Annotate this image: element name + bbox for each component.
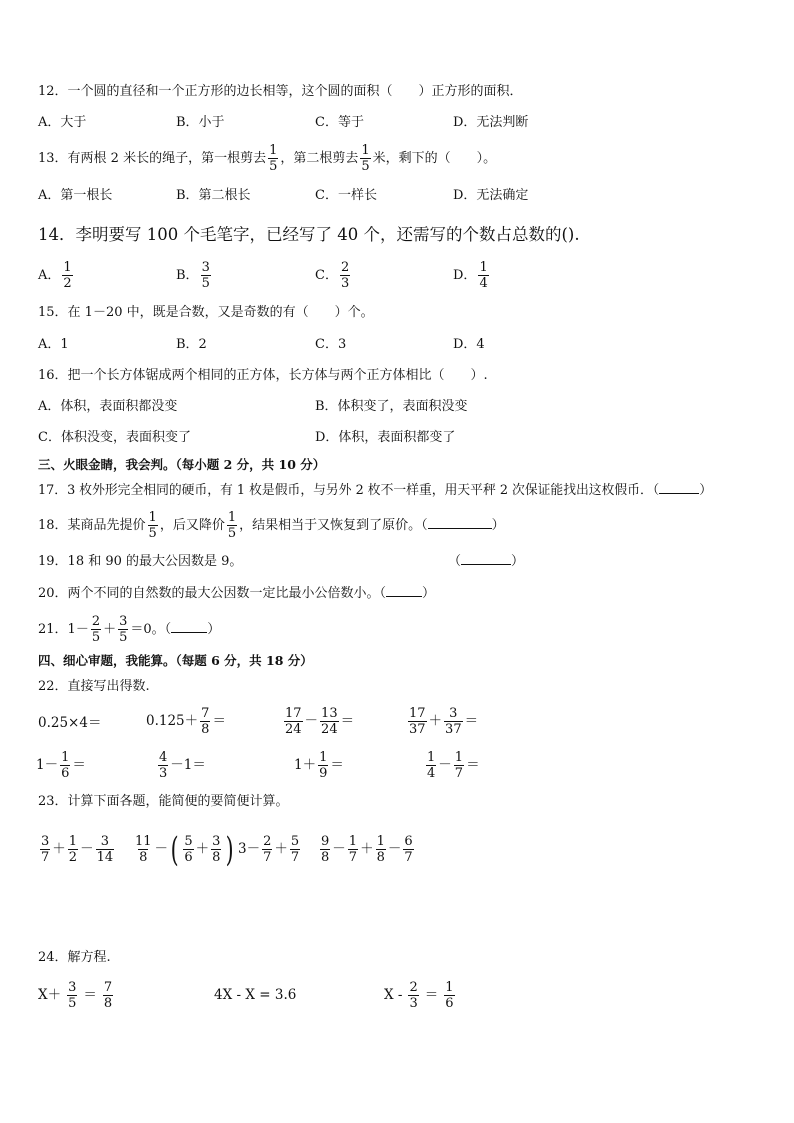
question-14: 14．李明要写 100 个毛笔字，已经写了 40 个，还需写的个数占总数的(). (38, 225, 580, 244)
question-21: 21．1－ $\frac{2}{5}$ ＋ $\frac{3}{5}$ ＝0。（ ） (38, 614, 221, 645)
q12-option-b: B．小于 (176, 115, 225, 130)
q14-option-d: D． $\frac{1}{4}$ (453, 260, 488, 291)
q24-equation-1: X＋ $\frac{3}{5}$ ＝ $\frac{7}{8}$ (38, 980, 113, 1011)
q14-option-b: B． $\frac{3}{5}$ (176, 260, 210, 291)
q15-option-a: A．1 (38, 337, 69, 352)
q13-option-a: A．第一根长 (38, 188, 113, 203)
q20-answer-blank[interactable] (386, 596, 422, 597)
question-13 (38, 142, 496, 176)
question-23: 23．计算下面各题，能简便的要简便计算。 (38, 794, 289, 809)
q22-expr-5: 1－ $\frac{1}{6}$ ＝ (36, 750, 86, 781)
q13-option-c: C．一样长 (315, 188, 377, 203)
q14-option-c: C． $\frac{2}{3}$ (315, 260, 350, 291)
question-15: 15．在 1－20 中，既是合数，又是奇数的有（ ）个。 (38, 305, 374, 320)
q19-answer-blank[interactable] (461, 564, 511, 565)
q23-expr-4: $\frac{9}{8}$ － $\frac{1}{7}$ ＋ $\frac{1}{8}$ － $\frac{6}{7}$ (321, 834, 413, 865)
q17-answer-blank[interactable] (659, 493, 699, 494)
q24-equation-2: 4X - X = 3.6 (214, 987, 297, 1003)
q13-fraction-1: $\frac{1}{5}$ (269, 143, 278, 174)
q22-expr-6: $\frac{4}{3}$ －1＝ (159, 750, 206, 781)
q16-option-d: D．体积，表面积都变了 (315, 430, 456, 445)
q13-text-2: ，第二根剪去 (280, 151, 359, 166)
q21-answer-blank[interactable] (171, 632, 207, 633)
question-24: 24．解方程. (38, 950, 111, 965)
q22-expr-7: 1＋ $\frac{1}{9}$ ＝ (294, 750, 344, 781)
question-19: 19．18 和 90 的最大公因数是 9。 (38, 554, 243, 569)
q23-expr-3: 3－ $\frac{2}{7}$ ＋ $\frac{5}{7}$ (238, 834, 300, 865)
question-22: 22．直接写出得数. (38, 679, 150, 694)
q22-expr-3: $\frac{17}{24}$ － $\frac{13}{24}$ ＝ (285, 706, 355, 737)
q13-option-b: B．第二根长 (176, 188, 251, 203)
question-12: 12．一个圆的直径和一个正方形的边长相等，这个圆的面积（ ）正方形的面积． (38, 84, 523, 99)
q12-option-d: D．无法判断 (453, 115, 529, 130)
q22-expr-1: 0.25×4＝ (38, 715, 102, 731)
q16-option-b: B．体积变了，表面积没变 (315, 399, 468, 414)
q18-fraction-2: $\frac{1}{5}$ (227, 510, 237, 541)
section-3-heading: 三、火眼金睛，我会判。（每小题 2 分，共 10 分） (38, 457, 326, 472)
question-16: 16．把一个长方体锯成两个相同的正方体，长方体与两个正方体相比（ ）. (38, 368, 488, 383)
question-20: 20．两个不同的自然数的最大公因数一定比最小公倍数小。（ ） (38, 586, 436, 601)
q23-expr-1: $\frac{3}{7}$ ＋ $\frac{1}{2}$ － $\frac{3}{14}$ (41, 834, 114, 865)
q12-option-c: C．等于 (315, 115, 364, 130)
q15-option-b: B．2 (176, 337, 207, 352)
q13-option-d: D．无法确定 (453, 188, 529, 203)
section-4-heading: 四、细心审题，我能算。（每题 6 分，共 18 分） (38, 653, 313, 668)
q19-answer: （ ） (448, 554, 525, 569)
q18-fraction-1: $\frac{1}{5}$ (148, 510, 157, 541)
q22-expr-2: 0.125＋ $\frac{7}{8}$ ＝ (146, 706, 226, 737)
q16-option-a: A．体积，表面积都没变 (38, 399, 178, 414)
q12-option-a: A．大于 (38, 115, 87, 130)
q18-answer-blank[interactable] (428, 528, 492, 529)
q16-option-c: C．体积没变，表面积变了 (38, 430, 191, 445)
q15-option-d: D．4 (453, 337, 485, 352)
question-17: 17．3 枚外形完全相同的硬币，有 1 枚是假币，与另外 2 枚不一样重，用天平秤 2 次保证能找出这枚假币．（ ） (38, 483, 712, 498)
q22-expr-8: $\frac{1}{4}$ － $\frac{1}{7}$ ＝ (427, 750, 480, 781)
q14-option-a: A． $\frac{1}{2}$ (38, 260, 72, 291)
q15-option-c: C．3 (315, 337, 347, 352)
q13-text-1: 13．有两根 2 米长的绳子，第一根剪去 (38, 151, 267, 166)
question-18: 18．某商品先提价 $\frac{1}{5}$ ，后又降价 $\frac{1}{5}$ ，结果相当于又恢复到了原价。（ ） (38, 510, 505, 541)
q13-fraction-2: $\frac{1}{5}$ (361, 143, 370, 174)
q22-expr-4: $\frac{17}{37}$ ＋ $\frac{3}{37}$ ＝ (409, 706, 479, 737)
q13-text-3: 米，剩下的（ ）。 (372, 151, 497, 166)
q24-equation-3: X - $\frac{2}{3}$ ＝ $\frac{1}{6}$ (384, 980, 454, 1011)
q23-expr-2: $\frac{11}{8}$ －( $\frac{5}{6}$ ＋ $\frac{3}{8}$ ) (135, 829, 234, 870)
